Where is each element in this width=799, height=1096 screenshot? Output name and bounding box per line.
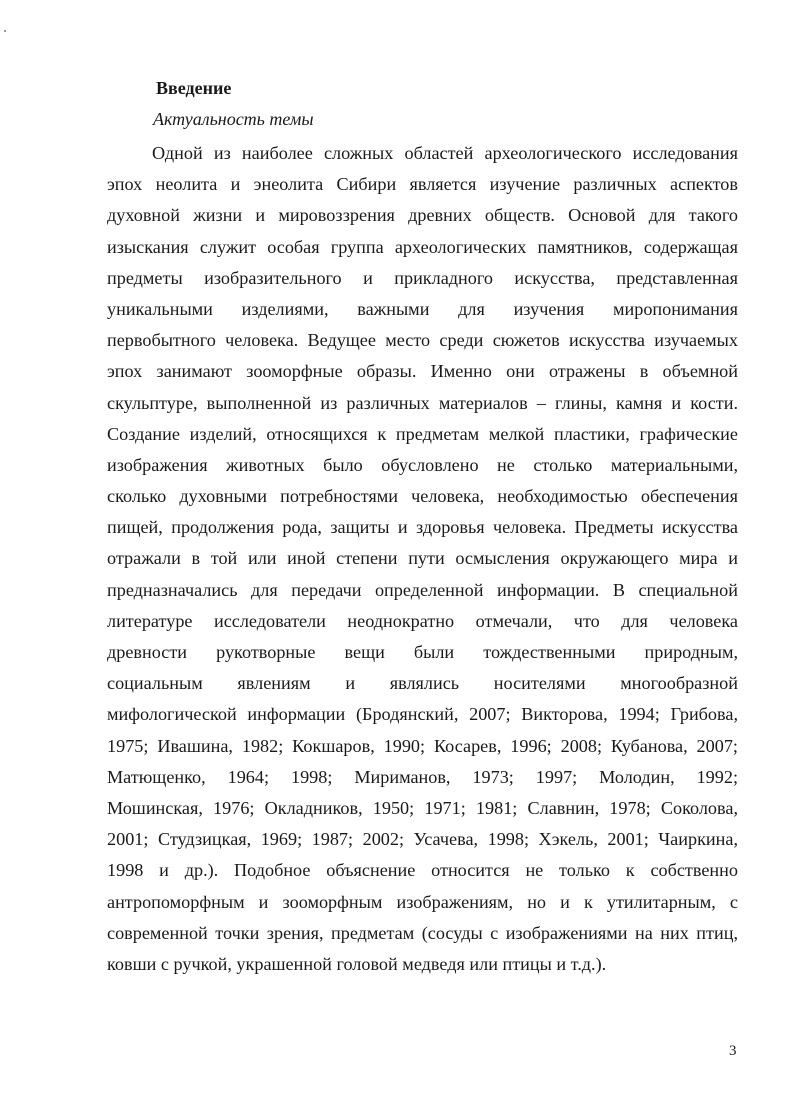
paragraph-line: предназначались для передачи определенной информации. В специальной	[107, 579, 738, 600]
paragraph-line: сколько духовными потребностями человека, необходимостью обеспечения	[107, 486, 738, 507]
paragraph-line: антропоморфным и зооморфным изображениям, но и к утилитарным, с	[107, 891, 738, 912]
paragraph-line: Матющенко, 1964; 1998; Мириманов, 1973; 1997; Молодин, 1992;	[107, 766, 738, 787]
paragraph-line: 1975; Ивашина, 1982; Кокшаров, 1990; Косарев, 1996; 2008; Кубанова, 2007;	[107, 735, 738, 756]
page-number: 3	[729, 1043, 737, 1059]
paragraph-line: Мошинская, 1976; Окладников, 1950; 1971; 1981; Славнин, 1978; Соколова,	[107, 797, 738, 818]
paragraph-line: отражали в той или иной степени пути осмысления окружающего мира и	[107, 548, 738, 569]
paragraph-line: древности рукотворные вещи были тождественными природным,	[107, 642, 738, 662]
paragraph-line: социальным явлениям и являлись носителями многообразной	[107, 673, 738, 694]
paragraph-line: эпох занимают зооморфные образы. Именно они отражены в объемной	[107, 361, 738, 382]
paragraph-line: Одной из наиболее сложных областей археологического исследования	[152, 143, 738, 163]
paragraph-line: духовной жизни и мировоззрения древних обществ. Основой для такого	[107, 205, 738, 226]
paragraph-line: уникальными изделиями, важными для изучения миропонимания	[107, 298, 738, 319]
paragraph-line: изыскания служит особая группа археологических памятников, содержащая	[107, 236, 738, 257]
section-subheading: Актуальность темы	[153, 109, 314, 129]
paragraph-line: изображения животных было обусловлено не столько материальными,	[107, 454, 738, 475]
paragraph-line: современной точки зрения, предметам (сосуды с изображениями на них птиц,	[107, 922, 738, 943]
paragraph-line: 1998 и др.). Подобное объяснение относится не только к собственно	[107, 860, 738, 881]
paragraph-line: эпох неолита и энеолита Сибири является изучение различных аспектов	[107, 174, 738, 195]
paragraph-line: мифологической информации (Бродянский, 2007; Викторова, 1994; Грибова,	[107, 704, 738, 725]
paragraph-line: 2001; Студзицкая, 1969; 1987; 2002; Усачева, 1998; Хэкель, 2001; Чаиркина,	[107, 829, 738, 850]
paragraph-line: литературе исследователи неоднократно отмечали, что для человека	[107, 610, 738, 631]
scan-speck	[4, 30, 6, 32]
paragraph-line: предметы изобразительного и прикладного искусства, представленная	[107, 267, 738, 288]
section-heading: Введение	[156, 78, 232, 98]
body-paragraph	[107, 138, 738, 980]
paragraph-line: Создание изделий, относящихся к предметам мелкой пластики, графические	[107, 423, 738, 444]
paragraph-line: пищей, продолжения рода, защиты и здоровья человека. Предметы искусства	[107, 517, 738, 538]
paragraph-line: скульптуре, выполненной из различных материалов – глины, камня и кости.	[107, 392, 738, 413]
paragraph-line: первобытного человека. Ведущее место среди сюжетов искусства изучаемых	[107, 330, 738, 351]
paragraph-line: ковши с ручкой, украшенной головой медведя или птицы и т.д.).	[107, 953, 607, 974]
